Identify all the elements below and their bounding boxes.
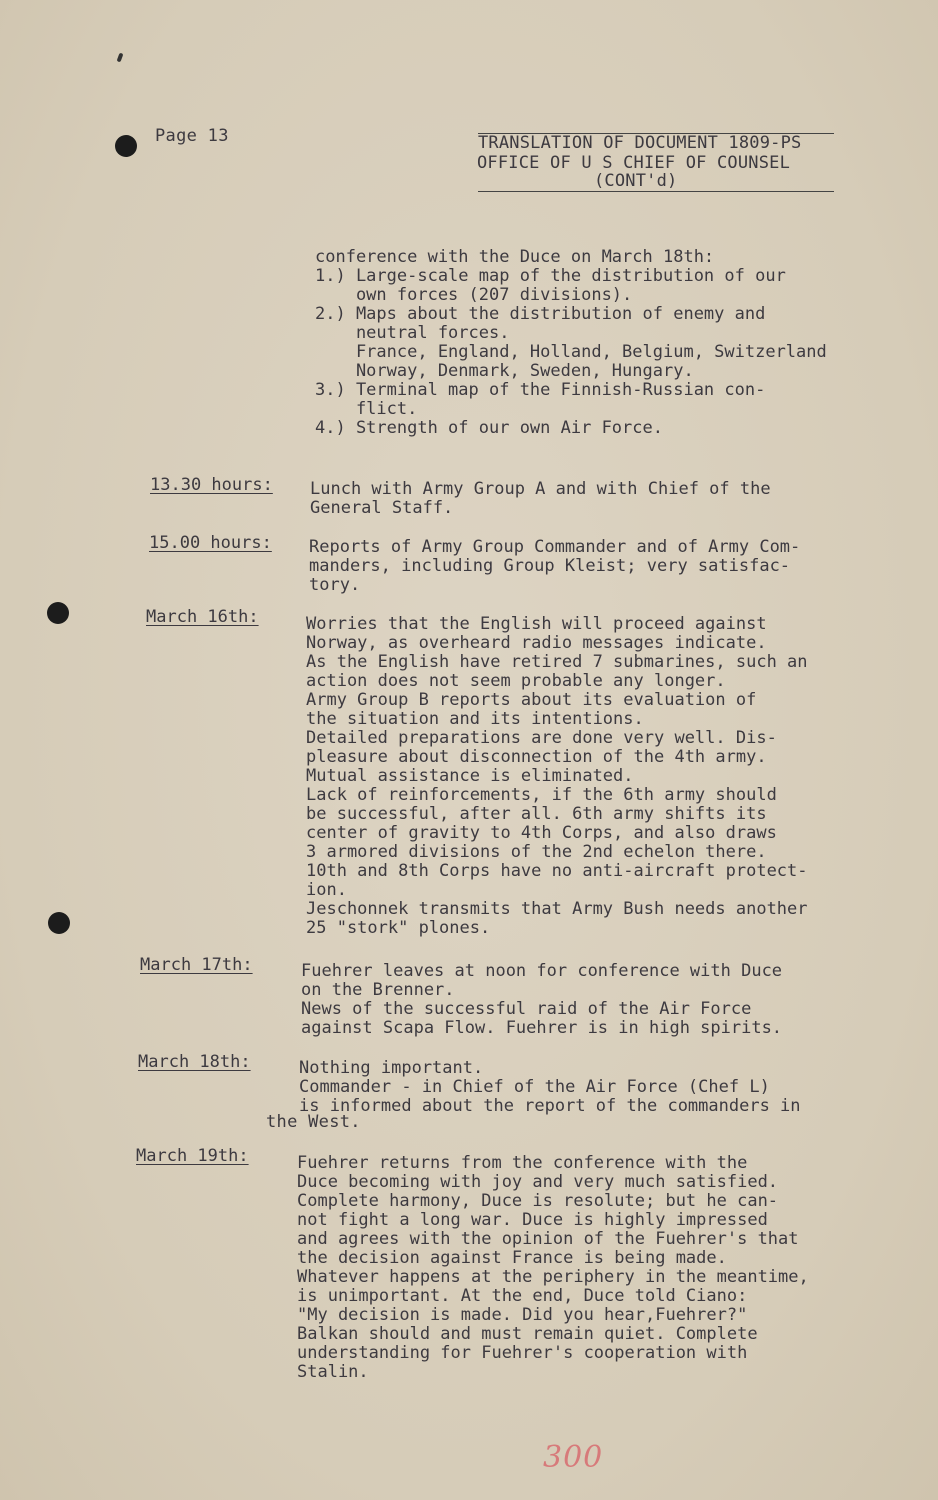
entry-line: Detailed preparations are done very well. Dis-	[306, 728, 777, 748]
continued-line: (CONT'd)	[594, 171, 678, 191]
intro-line: own forces (207 divisions).	[315, 285, 633, 305]
entry-line: Duce becoming with joy and very much satisfied.	[297, 1172, 779, 1192]
entry-line: Lack of reinforcements, if the 6th army should	[306, 785, 777, 805]
entry-line: and agrees with the opinion of the Fuehrer's that	[297, 1229, 799, 1249]
entry-line: Nothing important.	[299, 1058, 484, 1078]
ink-speck	[117, 53, 124, 63]
intro-line: flict.	[315, 399, 418, 419]
handwritten-page-number: 300	[543, 1440, 604, 1475]
intro-line: neutral forces.	[315, 323, 510, 343]
entry-text	[299, 1059, 801, 1116]
entry-line: ion.	[306, 880, 347, 900]
punch-hole	[48, 912, 70, 934]
entry-line: "My decision is made. Did you hear,Fuehrer?"	[297, 1305, 748, 1325]
entry-line: the decision against France is being made.	[297, 1248, 727, 1268]
entry-line: Reports of Army Group Commander and of Army Com-	[309, 537, 801, 557]
entry-text	[309, 538, 800, 595]
entry-line: Mutual assistance is eliminated.	[306, 766, 634, 786]
intro-line: conference with the Duce on March 18th:	[315, 247, 715, 267]
entry-label: 13.30 hours:	[150, 475, 273, 495]
entry-line: center of gravity to 4th Corps, and also draws	[306, 823, 777, 843]
document-title: TRANSLATION OF DOCUMENT 1809-PS	[478, 133, 802, 153]
entry-line-continued: the West.	[266, 1112, 361, 1132]
entry-line: Worries that the English will proceed against	[306, 614, 767, 634]
page-number: Page 13	[155, 126, 229, 146]
entry-label: March 19th:	[136, 1146, 249, 1166]
entry-line: Norway, as overheard radio messages indicate.	[306, 633, 767, 653]
entry-text	[301, 962, 782, 1038]
entry-line: on the Brenner.	[301, 980, 455, 1000]
intro-line: 3.) Terminal map of the Finnish-Russian con-	[315, 380, 766, 400]
entry-line: is unimportant. At the end, Duce told Ciano:	[297, 1286, 748, 1306]
entry-line: against Scapa Flow. Fuehrer is in high spirits.	[301, 1018, 783, 1038]
entry-line: Commander - in Chief of the Air Force (Chef L)	[299, 1077, 770, 1097]
punch-hole	[115, 135, 137, 157]
entry-label: March 18th:	[138, 1052, 251, 1072]
entry-line: pleasure about disconnection of the 4th army.	[306, 747, 767, 767]
entry-line: Army Group B reports about its evaluation of	[306, 690, 757, 710]
entry-line: As the English have retired 7 submarines, such an	[306, 652, 808, 672]
entry-line: understanding for Fuehrer's cooperation with	[297, 1343, 748, 1363]
office-line: OFFICE OF U S CHIEF OF COUNSEL	[477, 153, 791, 173]
entry-label: March 17th:	[140, 955, 253, 975]
intro-line: France, England, Holland, Belgium, Switzerland	[315, 342, 827, 362]
entry-label: 15.00 hours:	[149, 533, 272, 553]
entry-line: action does not seem probable any longer.	[306, 671, 726, 691]
entry-line: manders, including Group Kleist; very satisfac-	[309, 556, 791, 576]
entry-line: the situation and its intentions.	[306, 709, 644, 729]
punch-hole	[47, 602, 69, 624]
entry-line: 3 armored divisions of the 2nd echelon there.	[306, 842, 767, 862]
entry-text	[310, 480, 771, 518]
intro-block	[315, 248, 827, 438]
entry-line: General Staff.	[310, 498, 454, 518]
entry-line: Whatever happens at the periphery in the meantime,	[297, 1267, 809, 1287]
entry-line: is informed about the report of the commanders in	[299, 1096, 801, 1116]
header-bottom-rule	[478, 191, 834, 192]
intro-line: 2.) Maps about the distribution of enemy and	[315, 304, 766, 324]
entry-text	[297, 1154, 809, 1382]
entry-label: March 16th:	[146, 607, 259, 627]
entry-line: News of the successful raid of the Air Force	[301, 999, 752, 1019]
entry-text	[306, 615, 808, 938]
entry-line: Lunch with Army Group A and with Chief of the	[310, 479, 771, 499]
intro-line: 4.) Strength of our own Air Force.	[315, 418, 663, 438]
entry-line: Fuehrer leaves at noon for conference with Duce	[301, 961, 783, 981]
intro-line: Norway, Denmark, Sweden, Hungary.	[315, 361, 694, 381]
entry-line: Complete harmony, Duce is resolute; but he can-	[297, 1191, 779, 1211]
entry-line: 25 "stork" plones.	[306, 918, 491, 938]
entry-line: Balkan should and must remain quiet. Complete	[297, 1324, 758, 1344]
intro-line: 1.) Large-scale map of the distribution of our	[315, 266, 786, 286]
entry-line: Stalin.	[297, 1362, 369, 1382]
entry-line: be successful, after all. 6th army shifts its	[306, 804, 767, 824]
entry-line: tory.	[309, 575, 361, 595]
entry-line: not fight a long war. Duce is highly impressed	[297, 1210, 768, 1230]
entry-line: 10th and 8th Corps have no anti-aircraft protect-	[306, 861, 808, 881]
entry-line: Fuehrer returns from the conference with the	[297, 1153, 748, 1173]
entry-line: Jeschonnek transmits that Army Bush needs another	[306, 899, 808, 919]
